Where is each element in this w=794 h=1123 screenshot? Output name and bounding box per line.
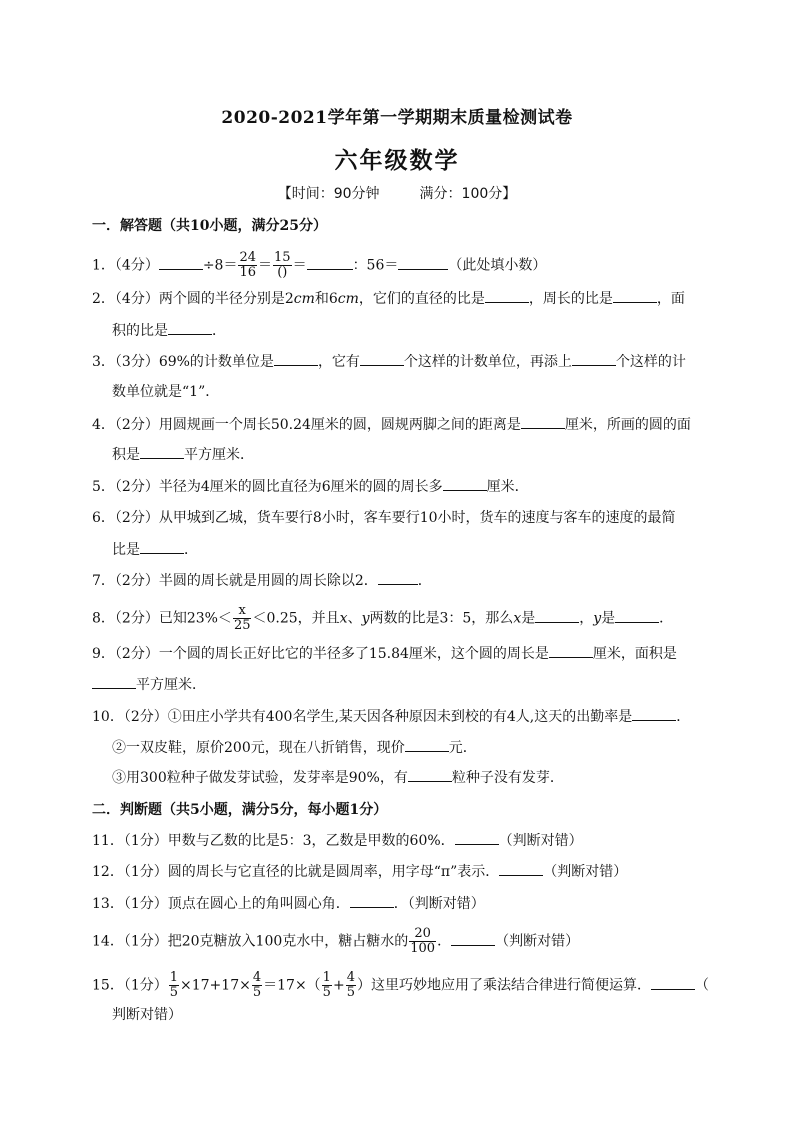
question-1: 1．（4分） ÷8＝ $\frac{24}{16}$ ＝ $\frac{15}{()}$ ＝ ：56＝ （此处填小数） [92, 250, 547, 280]
answer-blank[interactable] [455, 830, 499, 845]
fraction: $\frac{x}{25}$ [233, 603, 251, 633]
answer-blank[interactable] [521, 414, 565, 429]
question-14: 14．（1分）把20克糖放入100克水中，糖占糖水的 $\frac{20}{100}$ ． （判断对错） [92, 926, 580, 956]
question-15-line2: 判断对错） [112, 1007, 182, 1023]
question-5: 5．（2分）半径为4厘米的圆比直径为6厘米的圆的周长多 厘米． [92, 476, 707, 497]
answer-blank[interactable] [632, 706, 676, 721]
answer-blank[interactable] [549, 643, 593, 658]
answer-blank[interactable] [613, 288, 657, 303]
question-6: 6．（2分）从甲城到乙城，货车要行8小时，客车要行10小时，货车的速度与客车的速度的最简 [92, 510, 676, 526]
section1-heading: 一．解答题（共10小题，满分25分） [92, 218, 327, 234]
exam-score: 满分：100分】 [419, 186, 517, 202]
fraction: $\frac{4}{5}$ [252, 970, 262, 1000]
answer-blank[interactable] [572, 351, 616, 366]
question-8: 8．（2分）已知23%＜ $\frac{x}{25}$ ＜0.25，并且x、y两数的比是3：5，那么x是 ，y是 ． [92, 603, 674, 633]
answer-blank[interactable] [274, 351, 318, 366]
answer-blank[interactable] [159, 255, 203, 270]
fraction: $\frac{20}{100}$ [410, 926, 436, 956]
answer-blank[interactable] [499, 861, 543, 876]
answer-blank[interactable] [451, 931, 495, 946]
question-11: 11．（1分）甲数与乙数的比是5：3，乙数是甲数的60%． （判断对错） [92, 830, 707, 851]
answer-blank[interactable] [651, 975, 695, 990]
answer-blank[interactable] [408, 767, 452, 782]
answer-blank[interactable] [140, 444, 184, 459]
section2-heading: 二．判断题（共5小题，满分5分，每小题1分） [92, 802, 388, 818]
answer-blank[interactable] [140, 539, 184, 554]
question-10-part3: ③用300粒种子做发芽试验，发芽率是90%，有 粒种子没有发芽． [112, 767, 727, 788]
exam-time: 【时间：90分钟 [277, 186, 380, 202]
answer-blank[interactable] [360, 351, 404, 366]
question-2: 2．（4分）两个圆的半径分别是2cm和6cm，它们的直径的比是 ，周长的比是 ，面 [92, 288, 707, 309]
question-4: 4．（2分）用圆规画一个周长50.24厘米的圆，圆规两脚之间的距离是 厘米，所画的圆的面 [92, 414, 707, 435]
answer-blank[interactable] [405, 737, 449, 752]
question-15: 15．（1分） $\frac{1}{5}$ ×17+17× $\frac{4}{5}$ ＝17×（ $\frac{1}{5}$ + $\frac{4}{5}$ ）这里巧妙地应用了乘法结合律进行简便运算． （ [92, 970, 709, 1000]
question-3: 3．（3分）69%的计数单位是 ，它有 个这样的计数单位，再添上 个这样的计 [92, 351, 707, 372]
answer-blank[interactable] [378, 570, 418, 585]
answer-blank[interactable] [535, 608, 579, 623]
fraction: $\frac{15}{()}$ [274, 250, 291, 280]
question-2-line2: 积的比是 ． [112, 320, 727, 341]
answer-blank[interactable] [443, 476, 487, 491]
answer-blank[interactable] [398, 255, 448, 270]
question-7: 7．（2分）半圆的周长就是用圆的周长除以2． ． [92, 570, 707, 591]
fraction: $\frac{1}{5}$ [322, 970, 331, 1000]
answer-blank[interactable] [485, 288, 529, 303]
fraction: $\frac{24}{16}$ [239, 250, 257, 280]
question-13: 13．（1分）顶点在圆心上的角叫圆心角． ．（判断对错） [92, 893, 707, 914]
answer-blank[interactable] [615, 608, 659, 623]
answer-blank[interactable] [307, 255, 353, 270]
question-4-line2: 积是 平方厘米． [112, 444, 727, 465]
question-12: 12．（1分）圆的周长与它直径的比就是圆周率，用字母“π”表示． （判断对错） [92, 861, 707, 882]
question-10: 10．（2分）①田庄小学共有400名学生,某天因各种原因未到校的有4人,这天的出勤率是 ． [92, 706, 707, 727]
question-10-part2: ②一双皮鞋，原价200元，现在八折销售，现价 元． [112, 737, 727, 758]
question-9: 9．（2分）一个圆的周长正好比它的半径多了15.84厘米，这个圆的周长是 厘米，面积是 [92, 643, 707, 664]
answer-blank[interactable] [168, 320, 212, 335]
exam-subtitle: 六年级数学 [334, 147, 460, 174]
question-3-line2: 数单位就是“1”． [112, 384, 220, 400]
exam-meta [0, 183, 794, 203]
answer-blank[interactable] [350, 893, 394, 908]
exam-title: 2020-2021学年第一学期期末质量检测试卷 [221, 108, 573, 128]
question-6-line2: 比是 ． [112, 539, 727, 560]
answer-blank[interactable] [92, 674, 136, 689]
question-9-line2: 平方厘米． [92, 674, 707, 695]
fraction: $\frac{1}{5}$ [169, 970, 179, 1000]
fraction: $\frac{4}{5}$ [346, 970, 355, 1000]
